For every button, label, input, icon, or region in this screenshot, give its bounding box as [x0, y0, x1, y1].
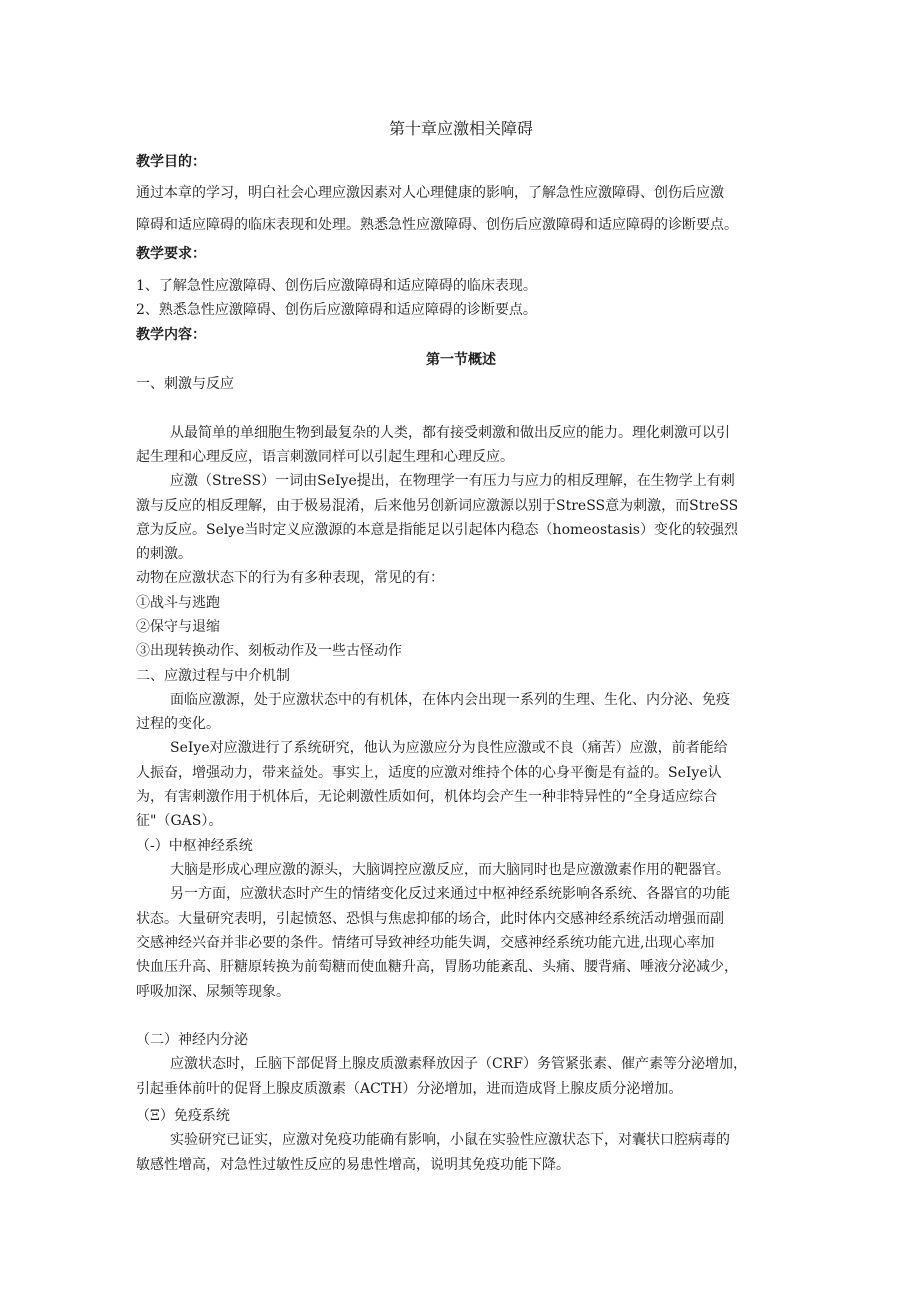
paragraph-line: 为，有害刺激作用于机体后，无论刺激性质如何，机体均会产生一种非特异性的“全身适应综合	[136, 789, 718, 805]
paragraph-line: 面临应激源，处于应激状态中的有机体，在体内会出现一系列的生理、生化、内分泌、免疫	[170, 692, 730, 708]
paragraph-line: SeIye对应激进行了系统研究，他认为应激应分为良性应激或不良（痛苦）应激，前者能给	[170, 740, 728, 756]
paragraph-line: 动物在应激状态下的行为有多种表现，常见的有：	[136, 570, 444, 586]
paragraph-line: 意为反应。Selye当时定义应激源的本意是指能足以引起体内稳态（homeostasis）变化的较强烈	[136, 522, 738, 538]
subsection-heading: （Ξ）免疫系统	[136, 1108, 230, 1124]
list-item: ②保守与退缩	[136, 619, 220, 635]
paragraph-line: 应激（StreSS）一词由SeIye提出，在物理学一有压力与应力的相反理解，在生物学上有刺	[170, 473, 735, 489]
list-item: ③出现转换动作、刻板动作及一些古怪动作	[136, 643, 402, 659]
paragraph-line: 征"（GAS）。	[136, 813, 223, 829]
chapter-title: 第十章应激相关障碍	[388, 119, 533, 138]
requirement-item: 1、了解急性应激障碍、创伤后应激障碍和适应障碍的临床表现。	[136, 278, 537, 294]
paragraph-line: 的刺激。	[136, 546, 192, 562]
paragraph-line: 大脑是形成心理应激的源头，大脑调控应激反应，而大脑同时也是应激激素作用的靶器官。	[170, 862, 730, 878]
subsection-heading: 一、刺激与反应	[136, 376, 234, 392]
paragraph-line: 过程的变化。	[136, 716, 220, 732]
objectives-heading: 教学目的：	[136, 154, 206, 170]
content-heading: 教学内容：	[136, 327, 206, 343]
paragraph-line: 应激状态时，丘脑下部促肾上腺皮质激素释放因子（CRF）务管紧张素、催产素等分泌增加，	[170, 1056, 747, 1072]
objectives-line: 障碍和适应障碍的临床表现和处理。熟悉急性应激障碍、创伤后应激障碍和适应障碍的诊断要点。	[136, 217, 738, 233]
paragraph-line: 快血压升高、肝糖原转换为前萄糖而使血糖升高，胃肠功能紊乱、头痛、腰背痛、唾液分泌减少，	[136, 959, 738, 975]
section-heading: 第一节概述	[426, 352, 496, 368]
paragraph-line: 激与反应的相反理解，由于极易混淆，后来他另创新词应激源以别于StreSS意为刺激，而StreSS	[136, 498, 739, 514]
paragraph-line: 从最简单的单细胞生物到最复杂的人类，都有接受刺激和做出反应的能力。理化刺激可以引	[170, 425, 730, 441]
paragraph-line: 人振奋，增强动力，带来益处。事实上，适度的应激对维持个体的心身平衡是有益的。SeIye认	[136, 765, 722, 781]
paragraph-line: 呼吸加深、尿频等现象。	[136, 984, 290, 1000]
list-item: ①战斗与逃跑	[136, 595, 220, 611]
paragraph-line: 交感神经兴奋并非必要的条件。情绪可导致神经功能失调，交感神经系统功能亢进,出现心率加	[136, 935, 715, 951]
subsection-heading: 二、应激过程与中介机制	[136, 668, 290, 684]
paragraph-line: 引起垂体前叶的促肾上腺皮质激素（ACTH）分泌增加，进而造成肾上腺皮质分泌增加。	[136, 1081, 683, 1097]
paragraph-line: 起生理和心理反应，语言刺激同样可以引起生理和心理反应。	[136, 449, 514, 465]
objectives-line: 通过本章的学习，明白社会心理应激因素对人心理健康的影响，了解急性应激障碍、创伤后应激	[136, 185, 724, 201]
requirements-heading: 教学要求：	[136, 246, 206, 262]
requirement-item: 2、熟悉急性应激障碍、创伤后应激障碍和适应障碍的诊断要点。	[136, 302, 537, 318]
subsection-heading: （-）中枢神经系统	[136, 838, 253, 854]
paragraph-line: 实验研究已证实，应激对免疫功能确有影响，小鼠在实验性应激状态下，对囊状口腔病毒的	[170, 1132, 730, 1148]
paragraph-line: 状态。大量研究表明，引起愤怒、恐惧与焦虑抑郁的场合，此时体内交感神经系统活动增强而副	[136, 911, 724, 927]
paragraph-line: 另一方面，应激状态时产生的情绪变化反过来通过中枢神经系统影响各系统、各器官的功能	[170, 886, 730, 902]
paragraph-line: 敏感性增高，对急性过敏性反应的易患性增高，说明其免疫功能下降。	[136, 1157, 570, 1173]
subsection-heading: （二）神经内分泌	[136, 1032, 248, 1048]
